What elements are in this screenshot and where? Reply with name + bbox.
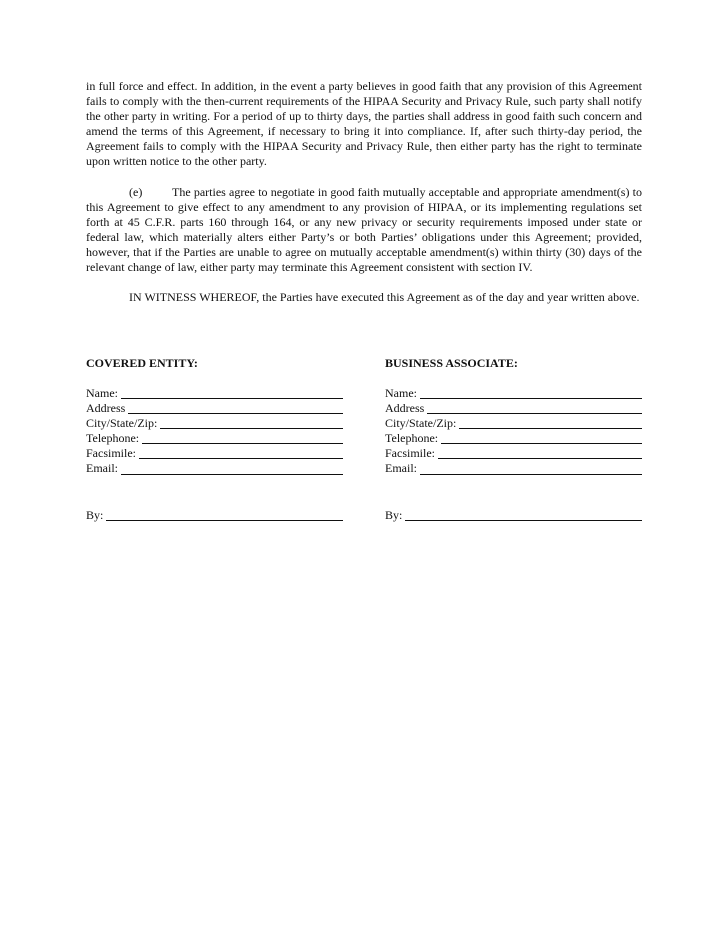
business-associate-email-row (385, 461, 642, 476)
covered-entity-telephone-field[interactable] (142, 432, 343, 444)
business-associate-name-row (385, 386, 642, 401)
covered-entity-column (86, 356, 343, 523)
paragraph-e-label: (e) (129, 184, 143, 199)
covered-entity-email-label: Email: (86, 461, 118, 476)
business-associate-city-field[interactable] (459, 417, 642, 429)
covered-entity-name-row (86, 386, 343, 401)
business-associate-by-row (385, 508, 642, 523)
business-associate-column (385, 356, 642, 523)
business-associate-email-label: Email: (385, 461, 417, 476)
covered-entity-facsimile-row (86, 446, 343, 461)
covered-entity-city-label: City/State/Zip: (86, 416, 158, 431)
business-associate-by-label: By: (385, 507, 403, 522)
agreement-body (86, 79, 642, 305)
covered-entity-telephone-row (86, 431, 343, 446)
covered-entity-address-label: Address (86, 401, 126, 416)
witness-paragraph: IN WITNESS WHEREOF, the Parties have executed this Agreement as of the day and year written above. (129, 290, 640, 305)
business-associate-name-label: Name: (385, 386, 417, 400)
paragraph-e-text: The parties agree to negotiate in good faith mutually acceptable and appropriate amendment(s) to this Agreement to give effect to any amendment to any provision of HIPAA, or its implementing regulations set forth at 45 C.F.R. parts 160 through 164, or any new privacy or security requirements imposed under state or federal law, which materially alters either Party’s or both Parties’ obligations under this Agreement; provided, however, that if the Parties are unable to agree on mutually acceptable amendment(s) within thirty (30) days of the relevant change of law, either party may terminate this Agreement consistent with section IV. (86, 184, 642, 275)
business-associate-telephone-row (385, 431, 642, 446)
business-associate-facsimile-label: Facsimile: (385, 446, 435, 461)
covered-entity-name-field[interactable] (121, 387, 343, 399)
covered-entity-by-row (86, 508, 343, 523)
covered-entity-facsimile-label: Facsimile: (86, 446, 136, 461)
business-associate-heading: BUSINESS ASSOCIATE: (385, 356, 518, 370)
paragraph-e (86, 185, 642, 276)
business-associate-facsimile-row (385, 446, 642, 461)
covered-entity-email-field[interactable] (121, 463, 343, 475)
business-associate-name-field[interactable] (420, 387, 642, 399)
business-associate-telephone-label: Telephone: (385, 431, 439, 446)
covered-entity-facsimile-field[interactable] (139, 447, 343, 459)
covered-entity-email-row (86, 461, 343, 476)
covered-entity-address-row (86, 401, 343, 416)
business-associate-address-field[interactable] (427, 402, 642, 414)
business-associate-telephone-field[interactable] (441, 432, 642, 444)
business-associate-city-row (385, 416, 642, 431)
covered-entity-by-label: By: (86, 507, 104, 522)
business-associate-email-field[interactable] (420, 463, 642, 475)
business-associate-address-label: Address (385, 401, 425, 416)
business-associate-city-label: City/State/Zip: (385, 416, 457, 431)
covered-entity-heading: COVERED ENTITY: (86, 356, 198, 370)
business-associate-signature-field[interactable] (405, 509, 642, 521)
covered-entity-signature-field[interactable] (106, 509, 343, 521)
business-associate-facsimile-field[interactable] (438, 447, 642, 459)
covered-entity-city-row (86, 416, 343, 431)
covered-entity-city-field[interactable] (160, 417, 343, 429)
covered-entity-name-label: Name: (86, 386, 118, 400)
covered-entity-telephone-label: Telephone: (86, 431, 140, 446)
covered-entity-address-field[interactable] (128, 402, 343, 414)
business-associate-address-row (385, 401, 642, 416)
paragraph-continuation: in full force and effect. In addition, in the event a party believes in good faith that any provision of this Agreement fails to comply with the then-current requirements of the HIPAA Security and Privacy Rule, such party shall notify the other party in writing. For a period of up to thirty days, the parties shall address in good faith such concern and amend the terms of this Agreement, if necessary to bring it into compliance. If, after such thirty-day period, the Agreement fails to comply with the HIPAA Security and Privacy Rule, then either party has the right to terminate upon written notice to the other party. (86, 79, 642, 169)
